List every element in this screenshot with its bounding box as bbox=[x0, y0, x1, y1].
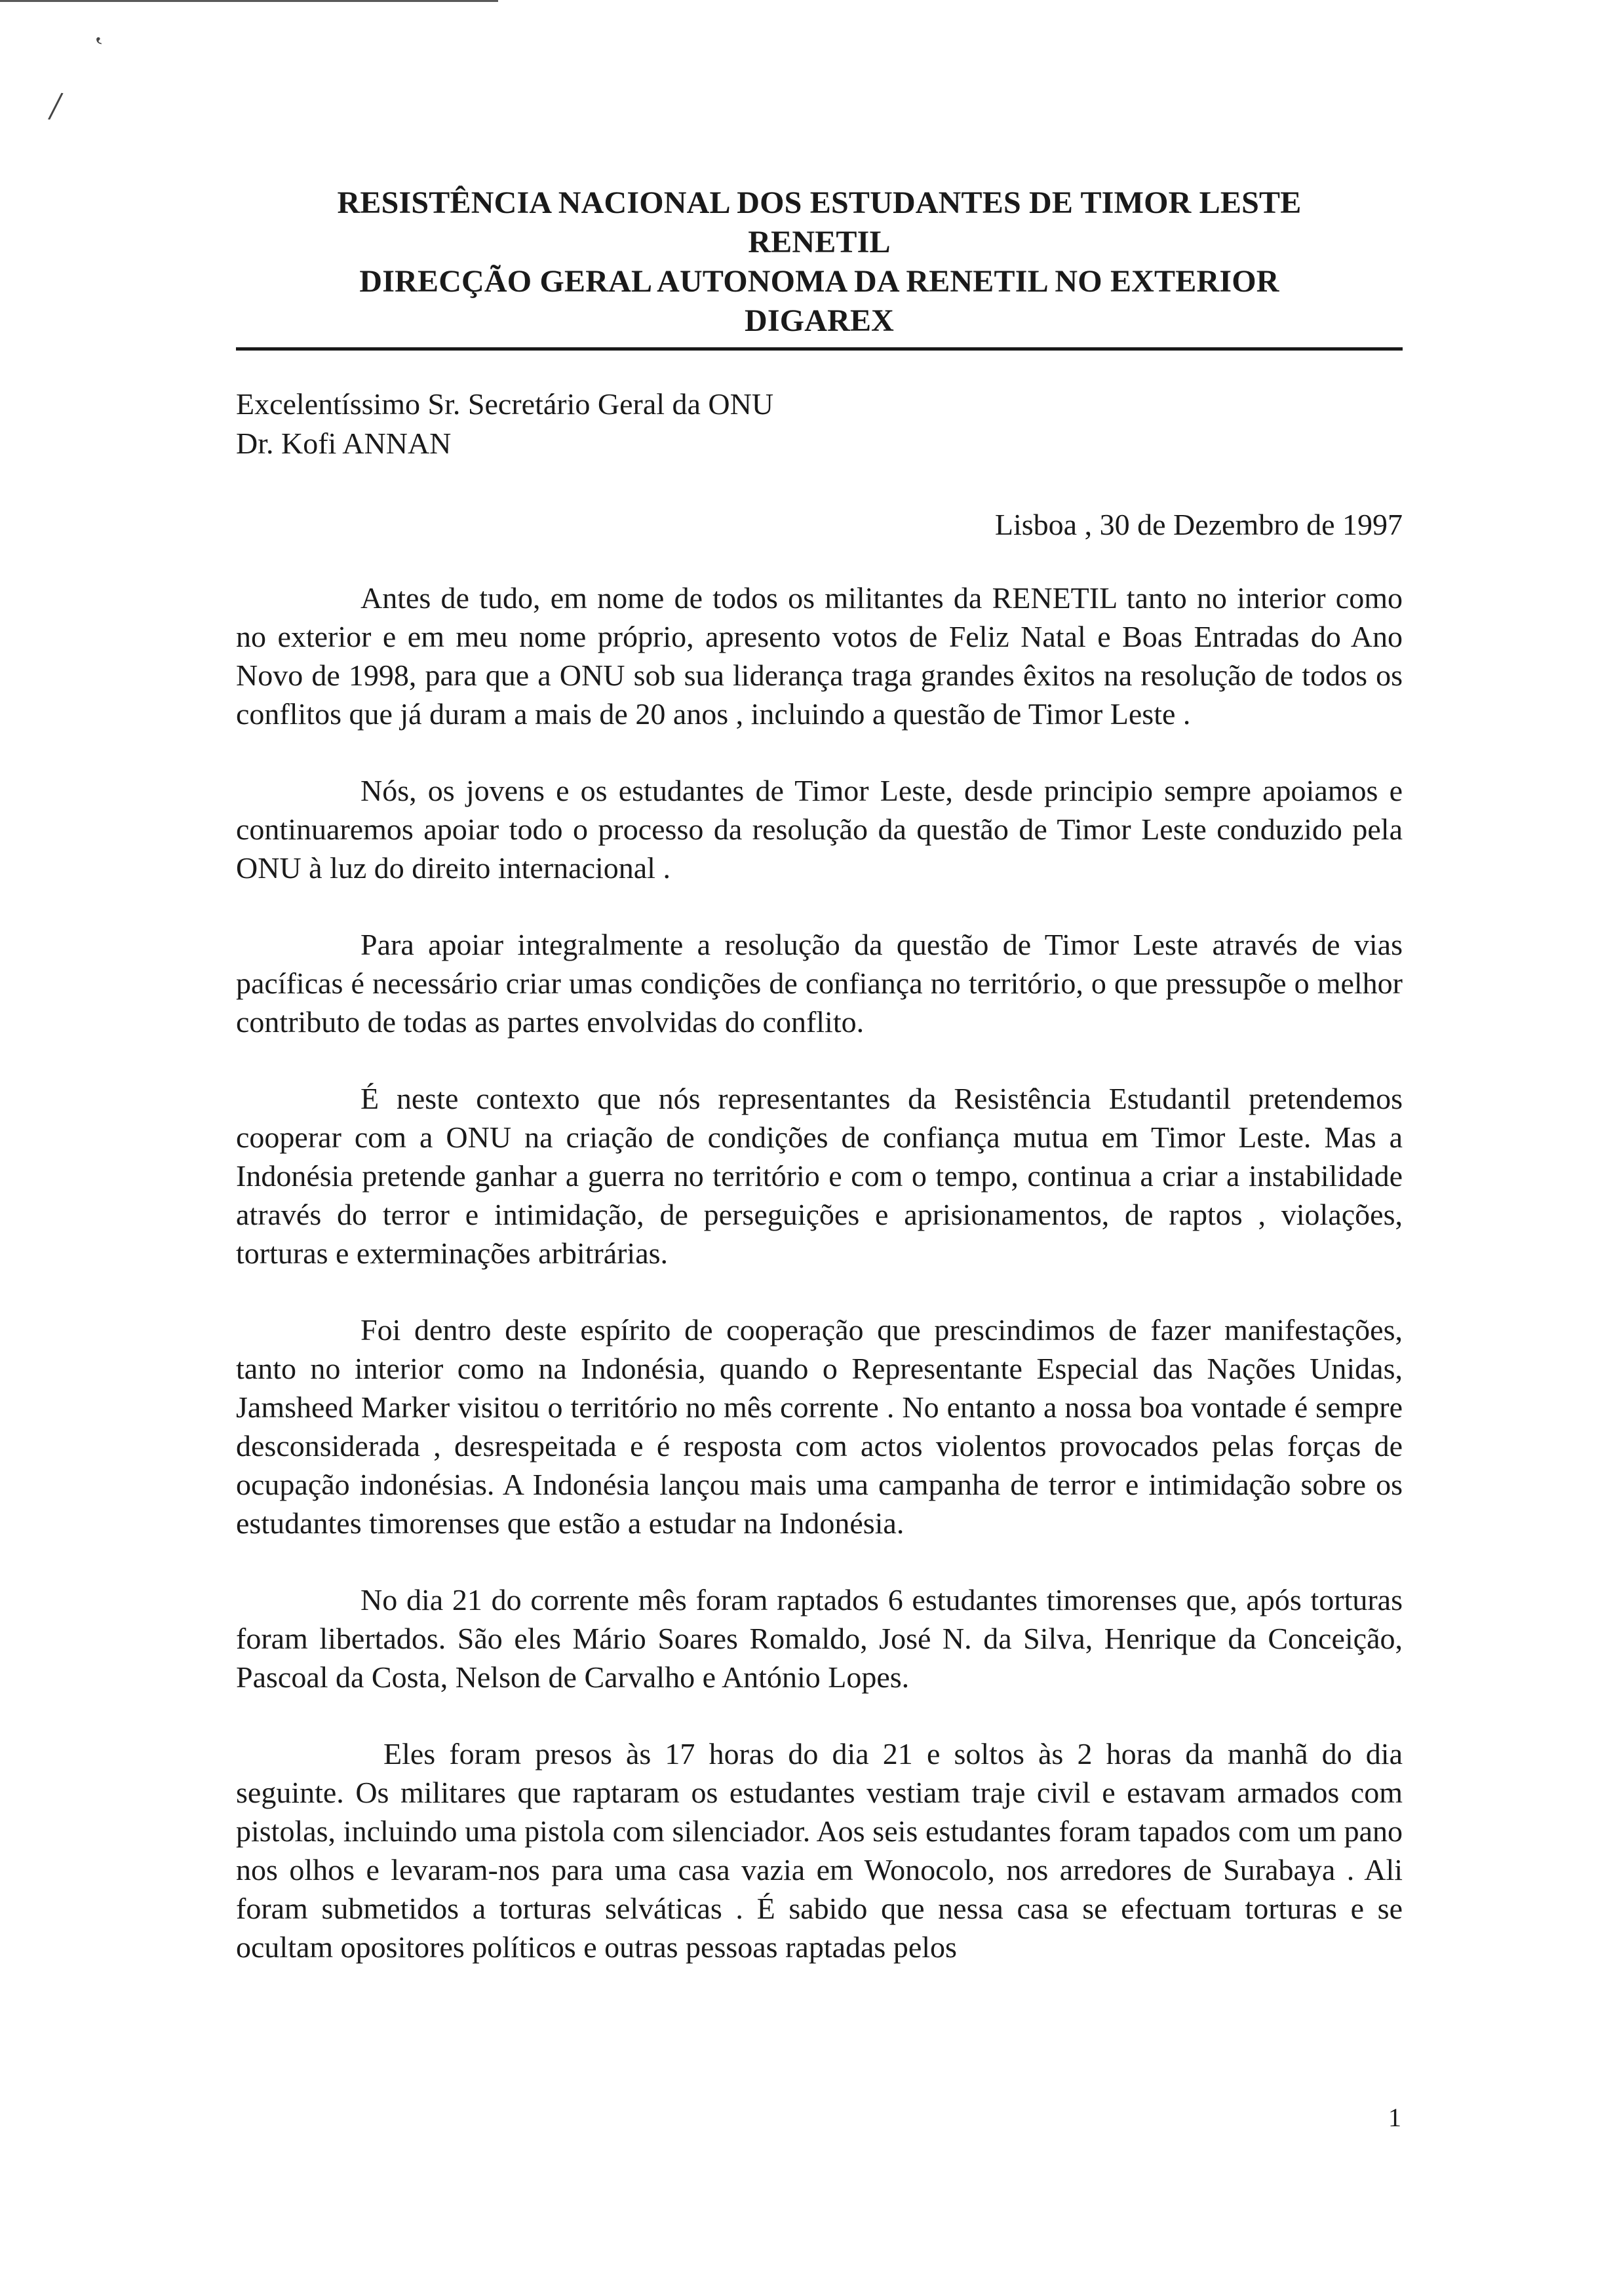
paragraph: Foi dentro deste espírito de cooperação que prescindimos de fazer manifestações, tanto no interior como na Indonésia, quando o Representante Especial das Nações Unidas, Jamsheed Marker visitou o território no mês corrente . No entanto a nossa boa vontade é sempre desconsiderada , desrespeitada e é resposta com actos violentos provocados pelas forças de ocupação indonésias. A Indonésia lançou mais uma campanha de terror e intimidação sobre os estudantes timorenses que estão a estudar na Indonésia. bbox=[236, 1313, 1403, 1540]
recipient-title: Excelentíssimo Sr. Secretário Geral da ONU bbox=[236, 387, 774, 421]
letterhead-organization: RESISTÊNCIA NACIONAL DOS ESTUDANTES DE TIMOR LESTE bbox=[337, 185, 1302, 220]
paragraph: Nós, os jovens e os estudantes de Timor Leste, desde principio sempre apoiamos e continuaremos apoiar todo o processo da resolução da questão de Timor Leste conduzido pela ONU à luz do direito internacional . bbox=[236, 774, 1403, 885]
paragraph: Para apoiar integralmente a resolução da questão de Timor Leste através de vias pacíficas é necessário criar umas condições de confiança no território, o que pressupõe o melhor contributo de todas as partes envolvidas do conflito. bbox=[236, 928, 1403, 1039]
paragraph: Antes de tudo, em nome de todos os militantes da RENETIL tanto no interior como no exterior e em meu nome próprio, apresento votos de Feliz Natal e Boas Entradas do Ano Novo de 1998, para que a ONU sob sua liderança traga grandes êxitos na resolução de todos os conflitos que já duram a mais de 20 anos , incluindo a questão de Timor Leste . bbox=[236, 581, 1403, 731]
letterhead-division-acronym: DIGAREX bbox=[744, 303, 895, 338]
letterhead-division: DIRECÇÃO GERAL AUTONOMA DA RENETIL NO EXTERIOR bbox=[359, 264, 1279, 299]
paragraph: No dia 21 do corrente mês foram raptados 6 estudantes timorenses que, após torturas foram libertados. São eles Mário Soares Romaldo, José N. da Silva, Henrique da Conceição, Pascoal da Costa, Nelson de Carvalho e António Lopes. bbox=[236, 1583, 1403, 1694]
paragraph: É neste contexto que nós representantes da Resistência Estudantil pretendemos cooperar com a ONU na criação de condições de confiança mutua em Timor Leste. Mas a Indonésia pretende ganhar a guerra no território e com o tempo, continua a criar a instabilidade através do terror e intimidação, de perseguições e aprisionamentos, de raptos , violações, torturas e exterminações arbitrárias. bbox=[236, 1082, 1403, 1270]
handwritten-mark: / bbox=[47, 82, 65, 130]
letter-date: Lisboa , 30 de Dezembro de 1997 bbox=[994, 508, 1403, 541]
paragraph: Eles foram presos às 17 horas do dia 21 e soltos às 2 horas da manhã do dia seguinte. Os militares que raptaram os estudantes vestiam traje civil e estavam armados com pistolas, incluindo uma pistola com silenciador. Aos seis estudantes foram tapados com um pano nos olhos e levaram-nos para uma casa vazia em Wonocolo, nos arredores de Surabaya . Ali foram submetidos a torturas selváticas . É sabido que nessa casa se efectuam torturas e se ocultam opositores políticos e outras pessoas raptadas pelos bbox=[236, 1737, 1403, 1964]
letter-page bbox=[236, 183, 1403, 2004]
page-number: 1 bbox=[1388, 2103, 1401, 2132]
letter-body bbox=[236, 579, 1403, 1966]
header-divider bbox=[236, 347, 1403, 351]
recipient-name: Dr. Kofi ANNAN bbox=[236, 427, 452, 460]
letterhead bbox=[236, 183, 1403, 341]
scan-edge bbox=[0, 0, 498, 2]
recipient-block bbox=[236, 385, 1403, 463]
handwritten-mark: ʽ bbox=[92, 30, 107, 64]
letterhead-acronym: RENETIL bbox=[748, 225, 891, 259]
